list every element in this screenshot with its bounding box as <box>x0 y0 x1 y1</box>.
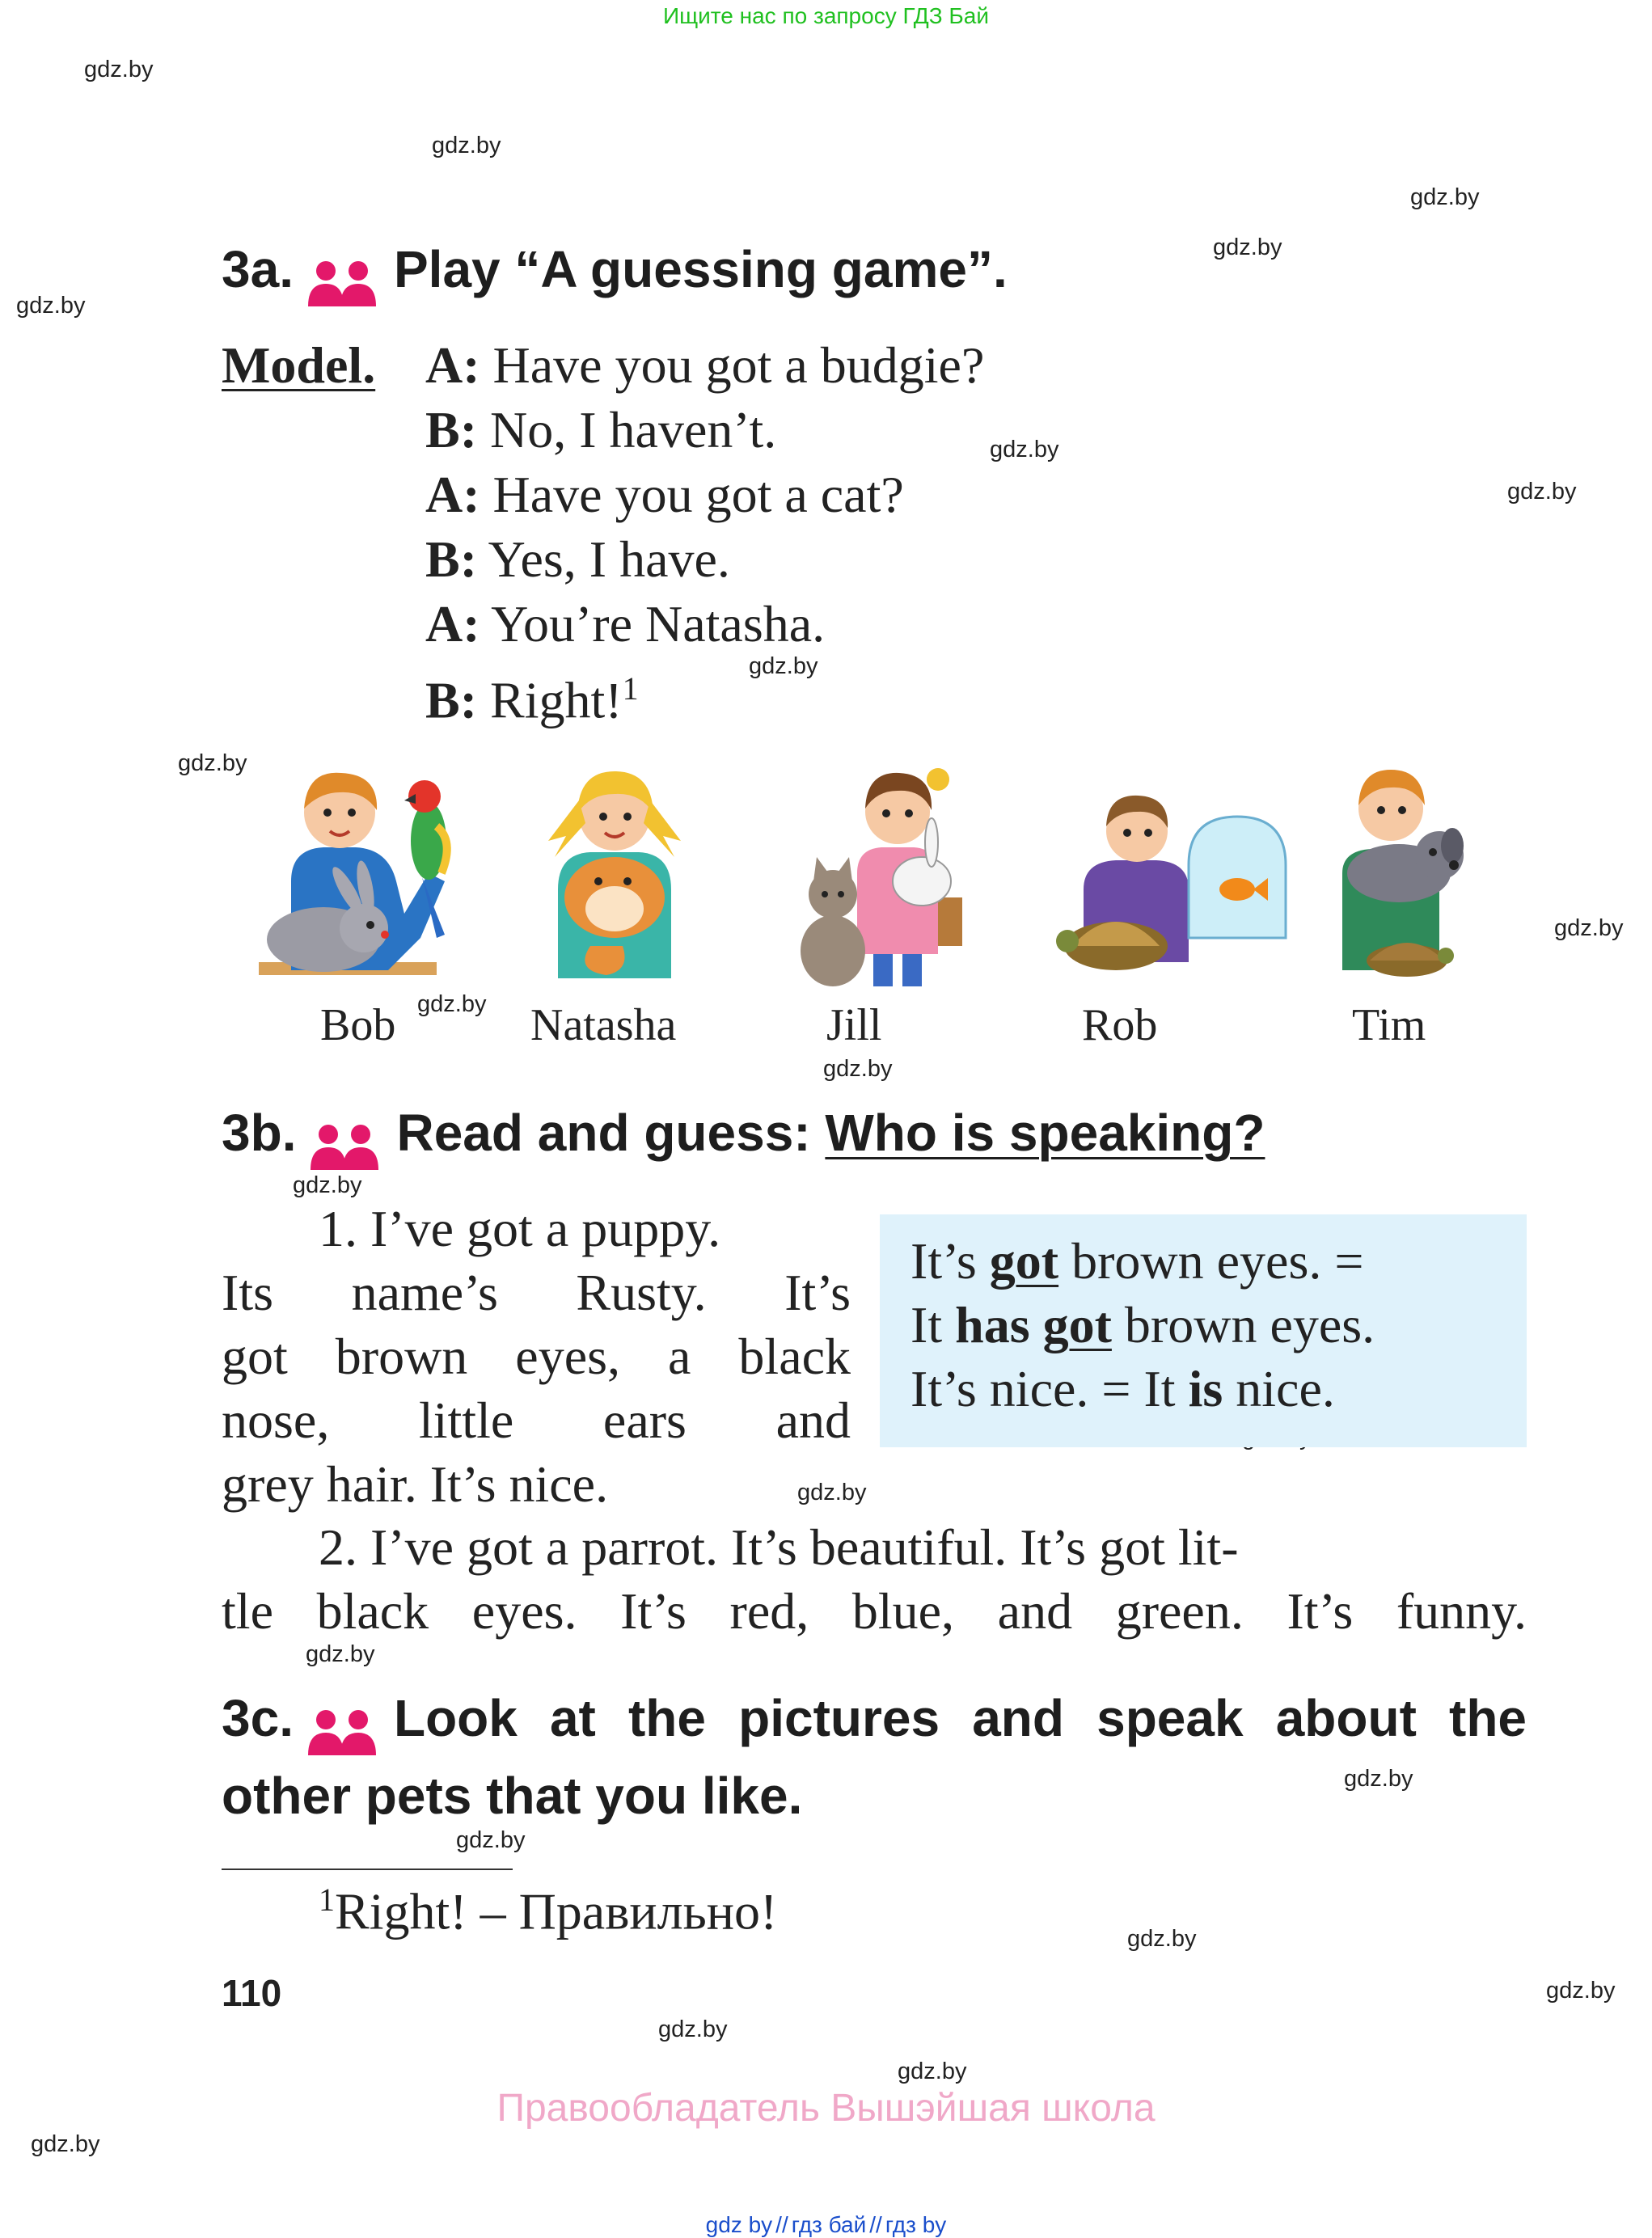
paragraph-2: 2. I’ve got a parrot. It’s beautiful. It’s got lit- tle black eyes. It’s red, blue, and green. It’s funny. <box>222 1518 1527 1640</box>
footnote-text: Right! – Правильно! <box>335 1882 778 1940</box>
watermark: gdz.by <box>1410 184 1480 210</box>
footer-link[interactable]: гдз by <box>885 2212 947 2237</box>
paragraph-1: 1. I’ve got a puppy. Its name’s Rusty. It’s got brown eyes, a black nose, little ears and grey hair. It’s nice. <box>222 1200 851 1513</box>
watermark: gdz.by <box>990 437 1059 462</box>
rob-picture <box>1056 796 1286 970</box>
model-label: Model. <box>222 336 376 394</box>
dialogue-line: A: You’re Natasha. <box>425 595 826 652</box>
pair-work-icon <box>306 260 378 308</box>
cat-icon <box>801 857 865 986</box>
dialogue-line: B: No, I haven’t. <box>425 401 777 458</box>
footer-separator: // <box>775 2212 788 2237</box>
watermark: gdz.by <box>84 57 154 82</box>
task-title: Read and guess: <box>396 1104 826 1162</box>
footnote-mark: 1 <box>319 1881 335 1918</box>
watermark: gdz.by <box>797 1480 867 1505</box>
footnote <box>319 1881 777 1941</box>
task-title-line-2: other pets that you like. <box>222 1767 803 1825</box>
goldfish-icon <box>1189 817 1286 938</box>
rule-line: It has got brown eyes. <box>911 1296 1375 1353</box>
children-with-pets-illustration <box>243 752 1504 994</box>
footer-link[interactable]: гдз бай <box>791 2212 867 2237</box>
pair-work-icon <box>309 1123 380 1172</box>
jill-picture <box>801 768 962 986</box>
footer-links <box>0 2212 1652 2238</box>
pair-work-icon <box>306 1708 378 1757</box>
watermark: gdz.by <box>1213 234 1282 260</box>
task-title: Play “A guessing game”. <box>393 240 1008 298</box>
dialogue-line: A: Have you got a cat? <box>425 466 904 523</box>
natasha-picture <box>548 771 681 978</box>
task-title: Look at the pictures and speak about the <box>393 1689 1527 1747</box>
watermark: gdz.by <box>306 1641 375 1667</box>
watermark: gdz.by <box>417 991 487 1017</box>
picture-name-tim: Tim <box>1352 1000 1426 1050</box>
rule-line: It’s got brown eyes. = <box>911 1232 1364 1290</box>
footnote-mark: 1 <box>622 670 639 707</box>
watermark: gdz.by <box>1344 1766 1413 1792</box>
bob-picture <box>259 773 447 975</box>
watermark: gdz.by <box>16 293 86 319</box>
watermark: gdz.by <box>1546 1978 1616 2004</box>
puppy-icon <box>1347 828 1464 902</box>
dialogue-line: B: Right!$^1$ <box>425 670 639 729</box>
watermark: gdz.by <box>1554 915 1624 941</box>
rule-line: It’s nice. = It is nice. <box>911 1360 1335 1417</box>
top-banner[interactable]: Ищите нас по запросу ГДЗ Бай <box>662 3 990 28</box>
task-number: 3c. <box>222 1689 294 1747</box>
task-number: 3b. <box>222 1104 297 1162</box>
tortoise-icon <box>1056 922 1168 970</box>
watermark: gdz.by <box>432 133 501 158</box>
picture-name-jill: Jill <box>826 1000 882 1050</box>
task-3b-heading <box>222 1103 1265 1172</box>
watermark: gdz.by <box>456 1827 526 1853</box>
watermark: gdz.by <box>658 2016 728 2042</box>
task-3a-heading <box>222 239 1008 308</box>
watermark: gdz.by <box>749 653 818 679</box>
dialogue-line: A: Have you got a budgie? <box>425 336 985 394</box>
watermark: gdz.by <box>1507 479 1577 505</box>
task-3c <box>222 1687 1527 1827</box>
picture-name-rob: Rob <box>1082 1000 1158 1050</box>
watermark: gdz.by <box>293 1172 362 1198</box>
task-title-underlined: Who is speaking? <box>825 1104 1265 1162</box>
picture-name-bob: Bob <box>320 1000 396 1050</box>
watermark: gdz.by <box>823 1056 893 1082</box>
footer-separator: // <box>869 2212 882 2237</box>
watermark: gdz.by <box>1127 1926 1197 1952</box>
copyright-notice: Правообладатель Вышэйшая школа <box>496 2087 1156 2130</box>
watermark: gdz.by <box>178 750 247 776</box>
watermark: gdz.by <box>898 2059 967 2084</box>
watermark: gdz.by <box>31 2131 100 2157</box>
dialogue-line: B: Yes, I have. <box>425 530 730 588</box>
grammar-rule-box <box>880 1214 1527 1447</box>
footnote-divider <box>222 1869 513 1870</box>
page-number: 110 <box>222 1972 282 2014</box>
picture-name-natasha: Natasha <box>530 1000 677 1050</box>
tim-picture <box>1342 770 1464 977</box>
model-dialogue <box>425 333 984 733</box>
footer-link[interactable]: gdz by <box>705 2212 773 2237</box>
task-number: 3a. <box>222 240 294 298</box>
